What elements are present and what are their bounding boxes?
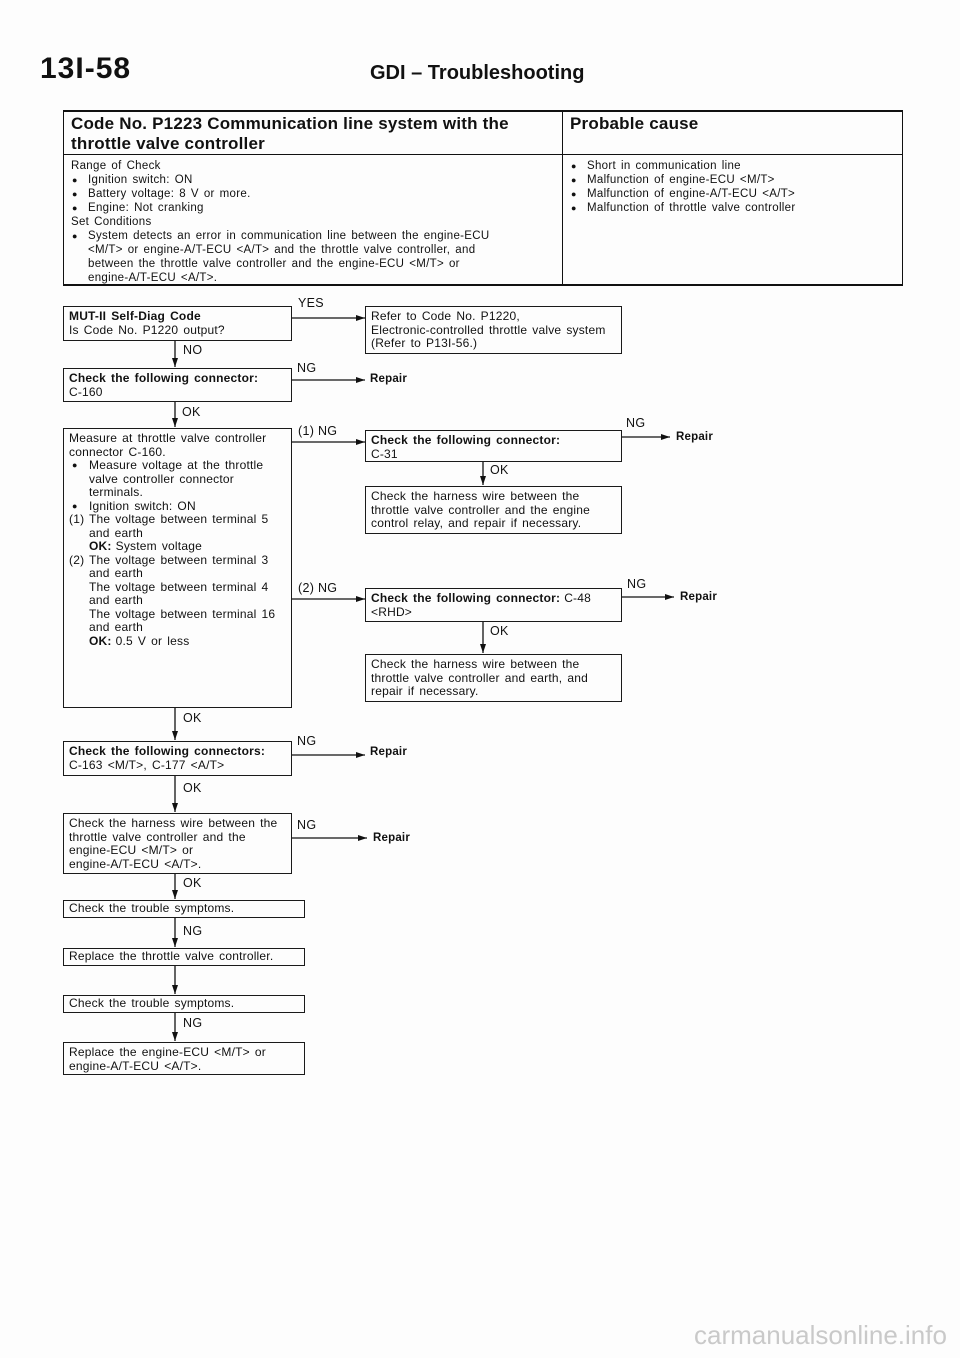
refer-line: Refer to Code No. P1220, (371, 309, 520, 323)
ok-value: System voltage (115, 539, 202, 553)
code-title-line: throttle valve controller (71, 134, 265, 153)
check-symptoms-box-2 (63, 995, 305, 1013)
label-repair: Repair (370, 373, 407, 385)
harness-line: Check the harness wire between the (371, 489, 580, 503)
harness-line: throttle valve controller and earth, and (371, 670, 588, 685)
label-ng-2: (2) NG (298, 581, 338, 595)
check-connectors-title: Check the following connectors: (69, 744, 266, 758)
check-connector-title: Check the following connector: (69, 371, 259, 385)
refer-p1220-box (365, 306, 622, 354)
set-conditions-heading: Set Conditions (71, 216, 152, 228)
check-connector-title: Check the following connector: (371, 433, 561, 447)
item-text: The voltage between terminal 3 (89, 552, 269, 567)
replace-throttle-text: Replace the throttle valve controller. (69, 949, 274, 963)
measure-ok-line (69, 635, 286, 649)
check-c163-c177-box (63, 741, 292, 776)
label-ng: NG (183, 1016, 203, 1030)
label-ok: OK (183, 711, 202, 725)
check-c48-box (365, 588, 622, 622)
probable-cause-item: ● Malfunction of engine-ECU <M/T> (570, 173, 894, 187)
check-c160-box (63, 368, 292, 402)
label-no: NO (183, 343, 203, 357)
measure-bullet-line: ● Ignition switch: ON (69, 500, 286, 514)
replace-throttle-box (63, 948, 305, 966)
check-connector-line (371, 592, 616, 606)
check-c31-box (365, 430, 622, 462)
item-text: The voltage between terminal 5 (89, 512, 269, 526)
probable-cause-title: Probable cause (570, 114, 699, 133)
connector-id: C-160 (69, 384, 103, 399)
label-ng: NG (297, 361, 317, 375)
refer-line: Electronic-controlled throttle valve system (371, 322, 606, 337)
measure-bullet-line: terminals. (89, 485, 144, 499)
measure-intro-line: Measure at throttle valve controller (69, 431, 267, 445)
refer-line: (Refer to P13I-56.) (371, 336, 478, 350)
ok-label: OK: (89, 539, 112, 553)
label-repair: Repair (370, 746, 407, 758)
connector-id: C-31 (371, 446, 398, 461)
set-conditions-line: engine-A/T-ECU <A/T>. (88, 272, 218, 284)
measure-item-line: and earth (89, 620, 144, 634)
probable-cause-item: ● Malfunction of throttle valve controller (570, 201, 894, 215)
replace-ecu-line: engine-A/T-ECU <A/T>. (69, 1058, 202, 1073)
page-title: GDI – Troubleshooting (370, 62, 585, 84)
replace-ecu-line: Replace the engine-ECU <M/T> or (69, 1045, 266, 1059)
range-of-check-heading: Range of Check (71, 160, 161, 172)
harness-earth-box (365, 654, 622, 702)
check-symptoms-text: Check the trouble symptoms. (69, 901, 235, 915)
connector-id: C-48 (564, 591, 591, 605)
page-number: 13I-58 (40, 52, 132, 85)
label-ng: NG (626, 416, 646, 430)
code-title-line: Code No. P1223 Communication line system with the (71, 114, 509, 133)
item-marker: (2) (69, 552, 85, 567)
label-repair: Repair (676, 431, 713, 443)
label-ok: OK (490, 463, 509, 477)
set-conditions-line: between the throttle valve controller and the engine-ECU <M/T> or (88, 258, 460, 270)
label-ok: OK (183, 876, 202, 890)
set-conditions-line: <M/T> or engine-A/T-ECU <A/T> and the throttle valve controller, and (88, 244, 476, 256)
harness-line: engine-ECU <M/T> or (69, 843, 194, 857)
measure-item-line: and earth (89, 525, 144, 540)
self-diag-title: MUT-II Self-Diag Code (69, 309, 201, 323)
harness-line: control relay, and repair if necessary. (371, 516, 582, 530)
label-ng: NG (297, 734, 317, 748)
label-ng-1: (1) NG (298, 424, 338, 438)
measure-item-line: The voltage between terminal 4 (89, 579, 269, 594)
check-connector-title: Check the following connector: (371, 591, 561, 605)
range-of-check-item: ● Ignition switch: ON (71, 173, 555, 187)
range-of-check-item: ● Battery voltage: 8 V or more. (71, 187, 555, 201)
probable-cause-item: ● Short in communication line (570, 159, 894, 173)
label-yes: YES (298, 296, 324, 310)
harness-ecu-box (63, 813, 292, 874)
ok-label: OK: (89, 633, 112, 648)
check-symptoms-text: Check the trouble symptoms. (69, 996, 235, 1010)
connector-ids: C-163 <M/T>, C-177 <A/T> (69, 757, 225, 772)
label-ng: NG (627, 577, 647, 591)
probable-cause-item: ● Malfunction of engine-A/T-ECU <A/T> (570, 187, 894, 201)
self-diag-box (63, 306, 292, 341)
connector-note: <RHD> (371, 604, 413, 619)
measure-item-line (69, 554, 286, 568)
ok-value: 0.5 V or less (115, 633, 190, 648)
harness-line: throttle valve controller and the (69, 829, 246, 844)
item-marker: (1) (69, 512, 85, 526)
measure-item-line: and earth (89, 566, 144, 580)
check-symptoms-box-1 (63, 900, 305, 918)
harness-relay-box (365, 486, 622, 534)
label-ng: NG (297, 818, 317, 832)
set-conditions-line: ● System detects an error in communication line between the engine-ECU (71, 229, 555, 243)
watermark: carmanualsonline.info (694, 1320, 947, 1350)
measure-item-line: and earth (89, 593, 144, 607)
harness-line: engine-A/T-ECU <A/T>. (69, 856, 202, 871)
label-ok: OK (182, 405, 201, 419)
label-ng: NG (183, 924, 203, 938)
harness-line: Check the harness wire between the (371, 657, 580, 671)
self-diag-question: Is Code No. P1220 output? (69, 322, 225, 337)
label-repair: Repair (680, 591, 717, 603)
label-ok: OK (183, 781, 202, 795)
label-ok: OK (490, 624, 509, 638)
measure-ok-line (69, 540, 286, 554)
harness-line: Check the harness wire between the (69, 816, 278, 830)
measure-c160-box (63, 428, 292, 708)
measure-bullet-line: valve controller connector (89, 471, 234, 486)
range-of-check-item: ● Engine: Not cranking (71, 201, 555, 215)
harness-line: repair if necessary. (371, 684, 479, 698)
replace-ecu-box (63, 1042, 305, 1075)
measure-intro-line: connector C-160. (69, 444, 166, 459)
measure-bullet-line: ● Measure voltage at the throttle (69, 459, 286, 473)
harness-line: throttle valve controller and the engine (371, 502, 590, 517)
label-repair: Repair (373, 832, 410, 844)
measure-item-line: The voltage between terminal 16 (89, 606, 276, 621)
measure-item-line (69, 513, 286, 527)
